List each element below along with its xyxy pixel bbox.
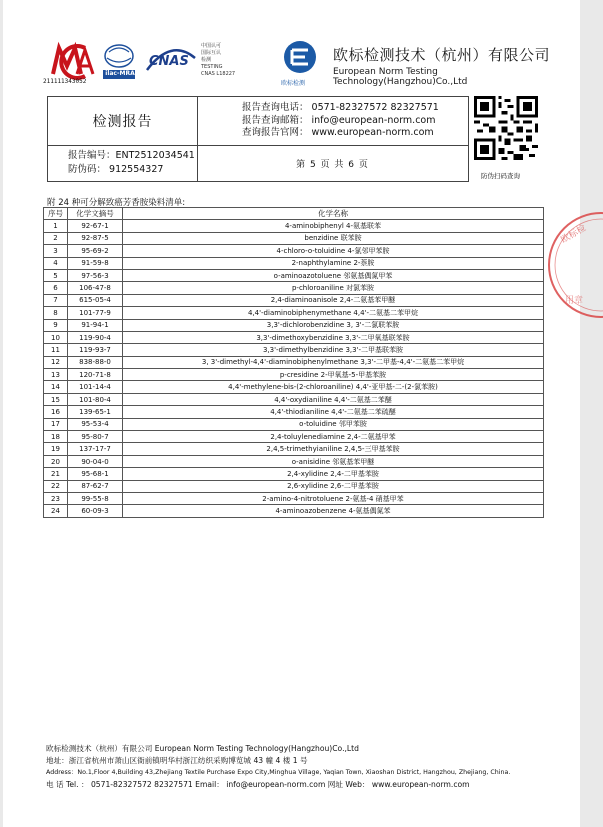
row-cas-number: 95-53-4 [68, 418, 123, 430]
row-index: 4 [44, 257, 68, 269]
row-chemical-name: 4-aminoazobenzene 4-氨基偶氮苯 [123, 505, 544, 517]
row-index: 5 [44, 269, 68, 281]
header-cas: 化学文摘号 [68, 208, 123, 220]
table-row [44, 232, 544, 244]
row-index: 7 [44, 294, 68, 306]
row-chemical-name: 4-aminobiphenyl 4-氨基联苯 [123, 220, 544, 232]
page-footer [46, 743, 510, 791]
footer-company: 欧标检测技术（杭州）有限公司 European Norm Testing Technology(Hangzhou)Co.,Ltd [46, 744, 359, 753]
row-index: 15 [44, 393, 68, 405]
row-chemical-name: 4-chloro-o-toluidine 4-氯邻甲苯胺 [123, 245, 544, 257]
row-index: 23 [44, 492, 68, 504]
row-index: 24 [44, 505, 68, 517]
row-chemical-name: o-anisidine 邻氨基苯甲醚 [123, 455, 544, 467]
row-cas-number: 99-55-8 [68, 492, 123, 504]
red-seal-stamp [543, 203, 603, 328]
row-index: 11 [44, 344, 68, 356]
row-chemical-name: benzidine 联苯胺 [123, 232, 544, 244]
table-row [44, 294, 544, 306]
row-index: 22 [44, 480, 68, 492]
footer-contact: 电 话 Tel. ： 0571-82327572 82327571 Email： info@european-norm.com 网址 Web： www.european-norm.com [46, 780, 470, 789]
table-row [44, 468, 544, 480]
company-name-en: European Norm Testing Technology(Hangzhou)Co.,Ltd [333, 67, 468, 87]
table-header-row [44, 208, 544, 220]
amine-list-table [43, 207, 544, 518]
row-cas-number: 92-67-1 [68, 220, 123, 232]
row-index: 12 [44, 356, 68, 368]
table-row [44, 443, 544, 455]
row-cas-number: 91-59-8 [68, 257, 123, 269]
row-index: 10 [44, 331, 68, 343]
header-logos [43, 40, 553, 88]
row-cas-number: 95-69-2 [68, 245, 123, 257]
table-row [44, 431, 544, 443]
ilac-label: ilac-MRA [105, 70, 135, 77]
row-index: 20 [44, 455, 68, 467]
website-line[interactable]: 查询报告官网： www.european-norm.com [242, 127, 434, 138]
row-index: 8 [44, 307, 68, 319]
svg-text:用章: 用章 [565, 296, 584, 306]
row-chemical-name: 4,4'-thiodianiline 4,4'-二氨基二苯硫醚 [123, 406, 544, 418]
table-caption: 附 24 种可分解致癌芳香胺染料清单: [47, 198, 186, 208]
row-chemical-name: p-chloroaniline 对氯苯胺 [123, 282, 544, 294]
row-cas-number: 101-80-4 [68, 393, 123, 405]
table-row [44, 406, 544, 418]
report-contacts [242, 102, 439, 140]
row-cas-number: 95-68-1 [68, 468, 123, 480]
table-row [44, 393, 544, 405]
row-index: 9 [44, 319, 68, 331]
row-index: 14 [44, 381, 68, 393]
row-index: 3 [44, 245, 68, 257]
qr-caption: 防伪扫码查询 [481, 172, 520, 180]
row-chemical-name: 4,4'-diaminobiphenymethane 4,4'-二氨基二苯甲烷 [123, 307, 544, 319]
logo-caption: 欧标检测 [281, 80, 306, 87]
row-chemical-name: 3,3'-dimethoxybenzidine 3,3'-二甲氧基联苯胺 [123, 331, 544, 343]
table-row [44, 418, 544, 430]
report-info-box [47, 96, 469, 182]
email-line[interactable]: 报告查询邮箱： info@european-norm.com [242, 114, 436, 126]
row-chemical-name: 4,4'-oxydianiline 4,4'-二氨基二苯醚 [123, 393, 544, 405]
row-index: 21 [44, 468, 68, 480]
row-index: 16 [44, 406, 68, 418]
row-cas-number: 139-65-1 [68, 406, 123, 418]
table-row [44, 369, 544, 381]
row-chemical-name: 3,3'-dichlorobenzidine 3, 3'-二氯联苯胺 [123, 319, 544, 331]
table-row [44, 282, 544, 294]
phone-line: 报告查询电话： 0571-82327572 82327571 [242, 102, 439, 113]
page-number: 第 5 页 共 6 页 [296, 160, 369, 170]
header-chemical-name: 化学名称 [123, 208, 544, 220]
anti-fake-code: 防伪码： 912554327 [68, 164, 164, 175]
table-row [44, 505, 544, 517]
row-index: 17 [44, 418, 68, 430]
company-name-cn: 欧标检测技术（杭州）有限公司 [333, 46, 551, 64]
report-number-block [68, 149, 195, 177]
row-chemical-name: 2,4-toluylenediamine 2,4-二氨基甲苯 [123, 431, 544, 443]
cnas-label: CNAS [149, 54, 189, 69]
row-chemical-name: 2,4-xylidine 2,4-二甲基苯胺 [123, 468, 544, 480]
row-index: 13 [44, 369, 68, 381]
row-index: 19 [44, 443, 68, 455]
cma-logo-icon [47, 42, 97, 82]
row-chemical-name: 4,4'-methylene-bis-(2-chloroaniline) 4,4'-亚甲基-二-(2-氯苯胺) [123, 381, 544, 393]
row-cas-number: 97-56-3 [68, 269, 123, 281]
row-cas-number: 838-88-0 [68, 356, 123, 368]
table-row [44, 344, 544, 356]
cnas-accreditation-text: 中国认可 国际互认 检测 TESTING CNAS L18227 [201, 43, 236, 77]
row-index: 1 [44, 220, 68, 232]
row-chemical-name: 2,4-diaminoanisole 2,4-二氨基苯甲醚 [123, 294, 544, 306]
row-cas-number: 119-93-7 [68, 344, 123, 356]
row-index: 6 [44, 282, 68, 294]
report-number: 报告编号：ENT2512034541 [68, 150, 195, 161]
row-cas-number: 106-47-8 [68, 282, 123, 294]
row-cas-number: 137-17-7 [68, 443, 123, 455]
row-cas-number: 60-09-3 [68, 505, 123, 517]
row-chemical-name: 2,4,5-trimethyianiline 2,4,5-三甲基苯胺 [123, 443, 544, 455]
row-chemical-name: 3, 3'-dimethyl-4,4'-diaminobiphenylmethane 3,3'-二甲基-4,4'-二氨基二苯甲烷 [123, 356, 544, 368]
row-cas-number: 101-14-4 [68, 381, 123, 393]
report-page [3, 0, 588, 827]
row-chemical-name: 2-amino-4-nitrotoluene 2-氨基-4 硝基甲苯 [123, 492, 544, 504]
table-row [44, 492, 544, 504]
table-row [44, 319, 544, 331]
table-row [44, 356, 544, 368]
row-index: 2 [44, 232, 68, 244]
table-row [44, 269, 544, 281]
table-row [44, 245, 544, 257]
row-index: 18 [44, 431, 68, 443]
row-chemical-name: 2-naphthylamine 2-萘胺 [123, 257, 544, 269]
row-cas-number: 101-77-9 [68, 307, 123, 319]
table-row [44, 331, 544, 343]
svg-text:欧标检: 欧标检 [559, 223, 588, 246]
row-chemical-name: o-aminoazotoluene 邻氨基偶氮甲苯 [123, 269, 544, 281]
row-chemical-name: 2,6-xylidine 2,6-二甲基苯胺 [123, 480, 544, 492]
header-index: 序号 [44, 208, 68, 220]
row-cas-number: 119-90-4 [68, 331, 123, 343]
row-chemical-name: 3,3'-dimethylbenzidine 3,3'-二甲基联苯胺 [123, 344, 544, 356]
footer-address-en: Address：No.1,Floor 4,Building 43,Zhejiang Textile Purchase Expo City,Minghua Village, Yaqian Town, Xiaoshan District, Hangzhou, Zhejiang, China. [46, 769, 511, 776]
cma-code: 211111343052 [43, 78, 87, 85]
footer-address-cn: 地址：浙江省杭州市萧山区衙前镇明华村浙江纺织采购博览城 43 幢 4 楼 1 号 [46, 756, 308, 765]
row-cas-number: 90-04-0 [68, 455, 123, 467]
table-row [44, 220, 544, 232]
table-row [44, 381, 544, 393]
table-row [44, 307, 544, 319]
row-chemical-name: o-toluidine 邻甲苯胺 [123, 418, 544, 430]
table-row [44, 257, 544, 269]
row-cas-number: 91-94-1 [68, 319, 123, 331]
table-row [44, 480, 544, 492]
row-cas-number: 87-62-7 [68, 480, 123, 492]
table-row [44, 455, 544, 467]
report-title: 检测报告 [92, 114, 153, 130]
row-cas-number: 92-87-5 [68, 232, 123, 244]
row-cas-number: 615-05-4 [68, 294, 123, 306]
row-cas-number: 120-71-8 [68, 369, 123, 381]
qr-code-icon[interactable] [474, 96, 538, 160]
row-cas-number: 95-80-7 [68, 431, 123, 443]
row-chemical-name: p-cresidine 2-甲氧基-5-甲基苯胺 [123, 369, 544, 381]
